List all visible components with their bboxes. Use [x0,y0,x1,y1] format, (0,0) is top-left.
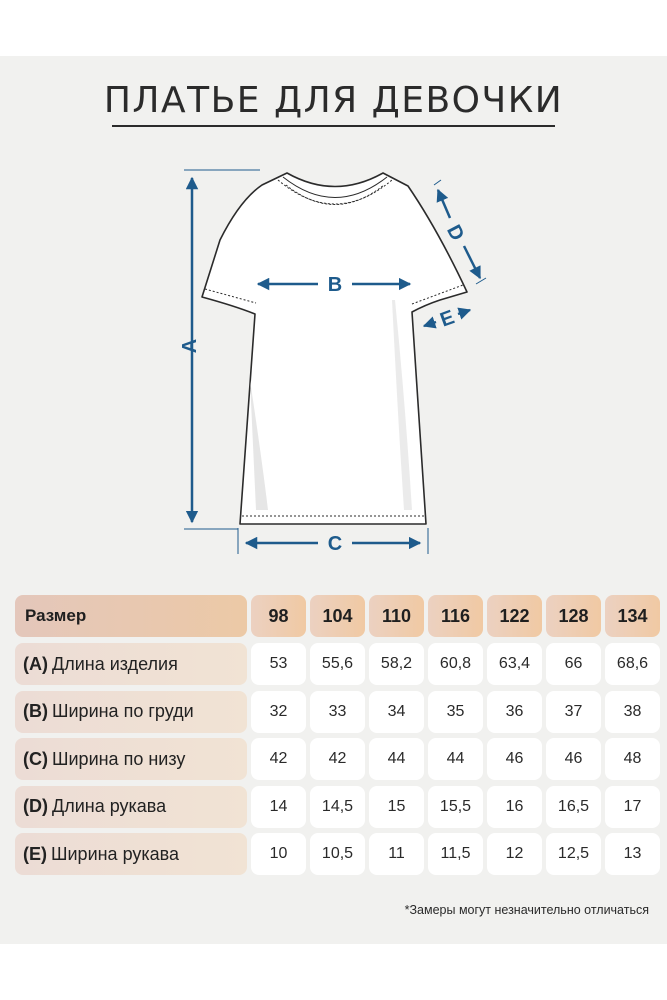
row-label [15,833,247,875]
table-cell: 34 [369,691,424,733]
measure-e [424,306,470,331]
table-cell: 10 [251,833,306,875]
footnote: *Замеры могут незначительно отличаться [404,903,649,917]
size-header: 122 [487,595,542,637]
row-label [15,691,247,733]
dress-outline [202,173,467,524]
page-title: ПЛАТЬЕ ДЛЯ ДЕВОЧКИ [103,80,564,121]
label-c: C [327,533,343,555]
table-cell: 16,5 [546,786,601,828]
row-label-text: Длина изделия [52,653,178,674]
row-code: (B) [23,701,48,721]
table-cell: 11,5 [428,833,483,875]
table-cell: 42 [310,738,365,780]
table-cell: 66 [546,643,601,685]
table-cell: 11 [369,833,424,875]
table-cell: 35 [428,691,483,733]
size-header: 110 [369,595,424,637]
table-cell: 46 [487,738,542,780]
header-label: Размер [15,595,247,637]
table-cell: 42 [251,738,306,780]
table-cell: 68,6 [605,643,660,685]
size-header: 116 [428,595,483,637]
table-cell: 44 [428,738,483,780]
label-a: A [179,338,201,354]
row-code: (C) [23,748,48,769]
row-label [15,786,247,828]
table-cell: 13 [605,833,660,875]
row-label [15,643,247,685]
table-cell: 44 [369,738,424,780]
table-cell: 12 [487,833,542,875]
table-cell: 15 [369,786,424,828]
size-header: 134 [605,595,660,637]
row-code: (E) [23,843,47,864]
row-label [15,738,247,780]
table-cell: 14 [251,786,306,828]
table-cell: 15,5 [428,786,483,828]
label-e: E [437,306,458,332]
table-cell: 55,6 [310,643,365,685]
table-cell: 17 [605,786,660,828]
size-header: 104 [310,595,365,637]
table-cell: 58,2 [369,643,424,685]
table-cell: 33 [310,691,365,733]
measure-c [238,528,428,555]
table-cell: 16 [487,786,542,828]
size-header: 98 [251,595,306,637]
row-label-text: Ширина по груди [52,701,194,721]
table-cell: 32 [251,691,306,733]
size-header: 128 [546,595,601,637]
table-cell: 10,5 [310,833,365,875]
table-cell: 53 [251,643,306,685]
table-cell: 37 [546,691,601,733]
row-label-text: Ширина по низу [52,748,186,769]
row-label-text: Ширина рукава [51,843,180,864]
table-cell: 38 [605,691,660,733]
table-cell: 63,4 [487,643,542,685]
label-b: B [327,274,343,296]
table-cell: 14,5 [310,786,365,828]
table-cell: 46 [546,738,601,780]
row-label-text: Длина рукава [52,796,167,816]
table-cell: 60,8 [428,643,483,685]
table-cell: 12,5 [546,833,601,875]
label-d: D [442,221,469,245]
row-code: (A) [23,653,48,674]
table-cell: 48 [605,738,660,780]
row-code: (D) [23,796,48,816]
table-cell: 36 [487,691,542,733]
